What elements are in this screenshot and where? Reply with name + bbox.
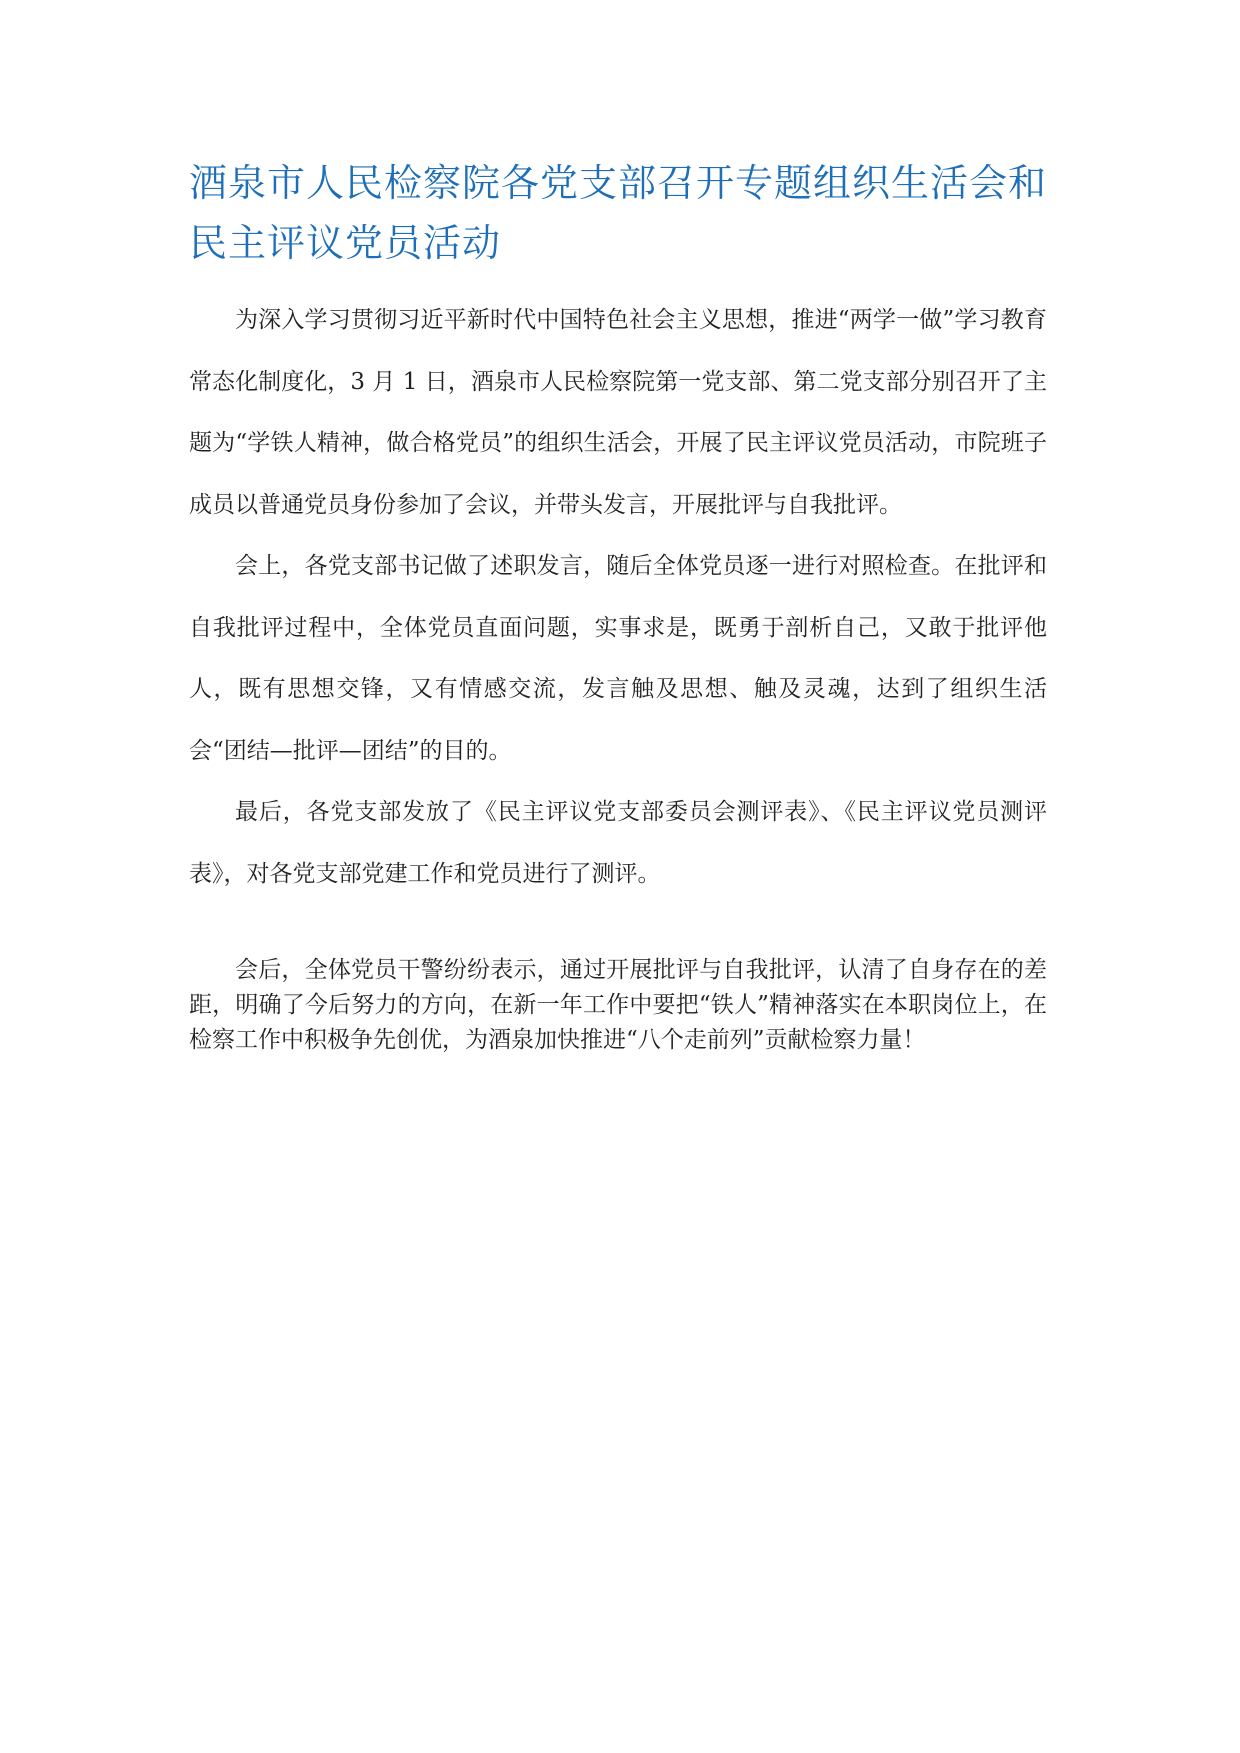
article-body-closing xyxy=(189,953,1047,1058)
document-title: 酒泉市人民检察院各党支部召开专题组织生活会和民主评议党员活动 xyxy=(189,161,1048,265)
paragraph-2: 会上，各党支部书记做了述职发言，随后全体党员逐一进行对照检查。在批评和自我批评过程中，全体党员直面问题，实事求是，既勇于剖析自己，又敢于批评他人，既有思想交锋，又有情感交流，发言触及思想、触及灵魂，达到了组织生活会“团结—批评—团结”的目的。 xyxy=(189,553,1047,764)
paragraph-4: 会后，全体党员干警纷纷表示，通过开展批评与自我批评，认清了自身存在的差距，明确了今后努力的方向，在新一年工作中要把“铁人”精神落实在本职岗位上，在检察工作中积极争先创优，为酒泉加快推进“八个走前列”贡献检察力量！ xyxy=(189,957,1047,1053)
paragraph-3: 最后，各党支部发放了《民主评议党支部委员会测评表》、《民主评议党员测评表》，对各党支部党建工作和党员进行了测评。 xyxy=(189,799,1047,887)
article-body-main xyxy=(189,290,1047,905)
paragraph-1: 为深入学习贯彻习近平新时代中国特色社会主义思想，推进“两学一做”学习教育常态化制度化，3 月 1 日，酒泉市人民检察院第一党支部、第二党支部分别召开了主题为“学铁人精神，做合格党员”的组织生活会，开展了民主评议党员活动，市院班子成员以普通党员身份参加了会议，并带头发言，开展批评与自我批评。 xyxy=(189,307,1047,518)
